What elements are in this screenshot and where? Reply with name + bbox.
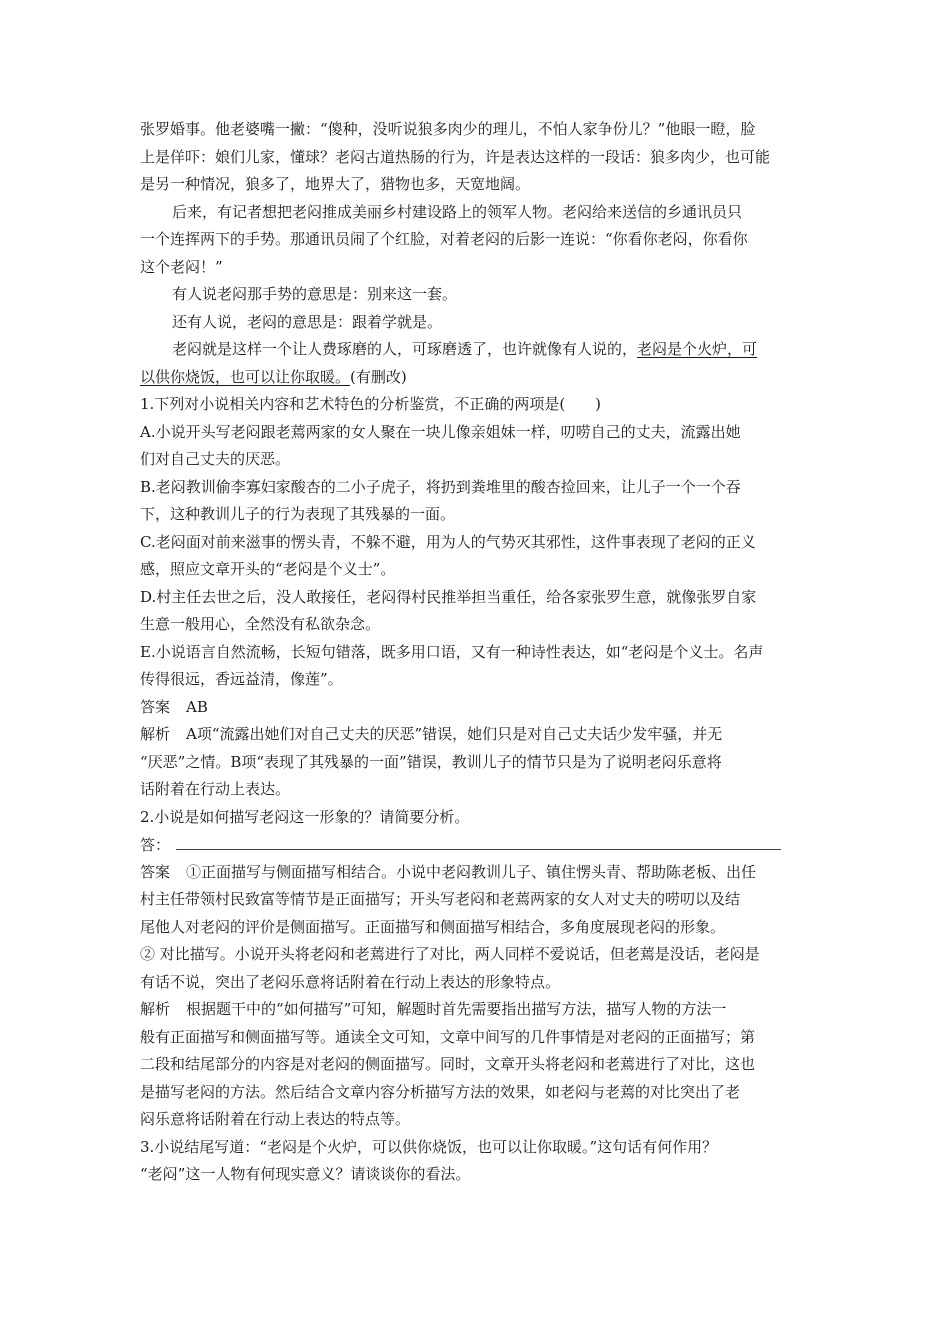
- line-text: “厌恶”之情。B项“表现了其残暴的一面”错误，教训儿子的情节只是为了说明老闷乐意将: [140, 752, 722, 771]
- text-line: [140, 556, 812, 584]
- line-text: 有话不说，突出了老闷乐意将话附着在行动上表达的形象特点。: [140, 972, 561, 991]
- text-line: [140, 886, 812, 914]
- section-label: 解析: [140, 1000, 171, 1018]
- text-line: [140, 226, 812, 254]
- text-line: [140, 584, 812, 612]
- text-line: [140, 859, 812, 887]
- line-text: C.老闷面对前来滋事的愣头青，不躲不避，用为人的气势灭其邪性，这件事表现了老闷的正义: [140, 532, 756, 551]
- text-line: [140, 694, 812, 722]
- text-line: [140, 611, 812, 639]
- line-text: 后来，有记者想把老闷推成美丽乡村建设路上的领军人物。老闷给来送信的乡通讯员只: [172, 202, 743, 221]
- source-note: (有删改): [350, 367, 407, 386]
- line-text: 答：: [140, 836, 171, 854]
- line-text: 生意一般用心，全然没有私欲杂念。: [140, 615, 381, 633]
- text-line: [140, 474, 812, 502]
- line-text: 二段和结尾部分的内容是对老闷的侧面描写。同时，文章开头将老闷和老蔫进行了对比，这也: [140, 1055, 756, 1073]
- line-text: B.老闷教训偷李寡妇家酸杏的二小子虎子，将扔到粪堆里的酸杏捡回来，让儿子一个一个吞: [140, 477, 741, 496]
- text-line: [140, 1051, 812, 1079]
- text-line: [140, 199, 812, 227]
- text-line: [140, 639, 812, 667]
- line-text: 下，这种教训儿子的行为表现了其残暴的一面。: [140, 505, 456, 523]
- line-text: 尾他人对老闷的评价是侧面描写。正面描写和侧面描写相结合，多角度展现老闷的形象。: [140, 917, 726, 936]
- line-text: 们对自己丈夫的厌恶。: [140, 450, 291, 468]
- text-line: [140, 1106, 812, 1134]
- text-line: [140, 1134, 812, 1162]
- text-line: [140, 941, 812, 969]
- section-label: 答案: [140, 697, 171, 716]
- line-text: 是另一种情况，狼多了，地界大了，猎物也多，天宽地阔。: [140, 175, 531, 193]
- line-text: AB: [186, 697, 208, 716]
- line-text: ①正面描写与侧面描写相结合。小说中老闷教训儿子、镇住愣头青、帮助陈老板、出任: [186, 862, 757, 881]
- line-text: 闷乐意将话附着在行动上表达的特点等。: [140, 1110, 411, 1128]
- text-line: [140, 254, 812, 282]
- line-text: E.小说语言自然流畅，长短句错落，既多用口语，又有一种诗性表达，如“老闷是个义士。名声: [140, 642, 764, 661]
- line-text: 是描写老闷的方法。然后结合文章内容分析描写方法的效果，如老闷与老蔫的对比突出了老: [140, 1082, 741, 1101]
- line-text: 感，照应文章开头的“老闷是个义士”。: [140, 560, 396, 578]
- line-text: A项“流露出她们对自己丈夫的厌恶”错误，她们只是对自己丈夫话少发牢骚，并无: [186, 725, 723, 743]
- line-text: 传得很远，香远益清，像莲”。: [140, 670, 343, 688]
- text-line: [140, 776, 812, 804]
- text-line: [140, 116, 812, 144]
- text-line: [140, 749, 812, 777]
- text-line: [140, 721, 812, 749]
- answer-blank-line[interactable]: [176, 831, 781, 850]
- underlined-quote: 老闷是个火炉，可: [637, 340, 758, 358]
- text-line: [140, 914, 812, 942]
- line-text: 般有正面描写和侧面描写等。通读全文可知，文章中间写的几件事情是对老闷的正面描写；第: [140, 1027, 756, 1046]
- text-line: [140, 501, 812, 529]
- line-text: 老闷就是这样一个让人费琢磨的人，可琢磨透了，也许就像有人说的，: [172, 340, 638, 358]
- text-line: [140, 364, 812, 392]
- line-text: 村主任带领村民致富等情节是正面描写；开头写老闷和老蔫两家的女人对丈夫的唠叨以及结: [140, 890, 741, 908]
- text-line: [140, 996, 812, 1024]
- text-line: [140, 391, 812, 419]
- text-line: [140, 666, 812, 694]
- line-text: 上是佯吓：娘们儿家，懂球？老闷古道热肠的行为，许是表达这样的一段话：狼多肉少，也可能: [140, 147, 771, 166]
- line-text: 一个连挥两下的手势。那通讯员闹了个红脸，对着老闷的后影一连说：“你看你老闷，你看你: [140, 230, 748, 248]
- line-text: 1.下列对小说相关内容和艺术特色的分析鉴赏，不正确的两项是( ): [140, 395, 602, 413]
- text-line: [140, 529, 812, 557]
- line-text: A.小说开头写老闷跟老蔫两家的女人聚在一块儿像亲姐妹一样，叨唠自己的丈夫，流露出她: [140, 422, 741, 441]
- line-text: D.村主任去世之后，没人敢接任，老闷得村民推举担当重任，给各家张罗生意，就像张罗自家: [140, 587, 757, 606]
- line-text: 话附着在行动上表达。: [140, 780, 291, 798]
- section-label: 答案: [140, 862, 171, 881]
- text-line: [140, 1161, 812, 1189]
- text-line: [140, 144, 812, 172]
- text-line: [140, 804, 812, 832]
- text-line: [140, 309, 812, 337]
- text-line: [140, 831, 812, 859]
- line-text: 有人说老闷那手势的意思是：别来这一套。: [172, 285, 458, 303]
- line-text: ② 对比描写。小说开头将老闷和老蔫进行了对比，两人同样不爱说话，但老蔫是没话，老闷是: [140, 945, 760, 963]
- line-text: 这个老闷！”: [140, 257, 223, 276]
- underlined-quote: 以供你烧饭，也可以让你取暖。: [140, 367, 351, 386]
- document-page: [140, 116, 812, 1189]
- line-text: “老闷”这一人物有何现实意义？请谈谈你的看法。: [140, 1165, 471, 1183]
- line-text: 2.小说是如何描写老闷这一形象的？请简要分析。: [140, 807, 470, 826]
- text-line: [140, 446, 812, 474]
- text-line: [140, 1079, 812, 1107]
- section-label: 解析: [140, 725, 171, 743]
- text-line: [140, 281, 812, 309]
- text-line: [140, 336, 812, 364]
- text-line: [140, 969, 812, 997]
- text-line: [140, 1024, 812, 1052]
- line-text: 张罗婚事。他老婆嘴一撇：“傻种，没听说狼多肉少的理儿，不怕人家争份儿？”他眼一瞪，脸: [140, 120, 756, 138]
- line-text: 根据题干中的“如何描写”可知，解题时首先需要指出描写方法，描写人物的方法一: [186, 1000, 727, 1018]
- text-line: [140, 419, 812, 447]
- line-text: 3.小说结尾写道：“老闷是个火炉，可以供你烧饭，也可以让你取暖。”这句话有何作用？: [140, 1137, 718, 1156]
- line-text: 还有人说，老闷的意思是：跟着学就是。: [172, 312, 443, 331]
- text-line: [140, 171, 812, 199]
